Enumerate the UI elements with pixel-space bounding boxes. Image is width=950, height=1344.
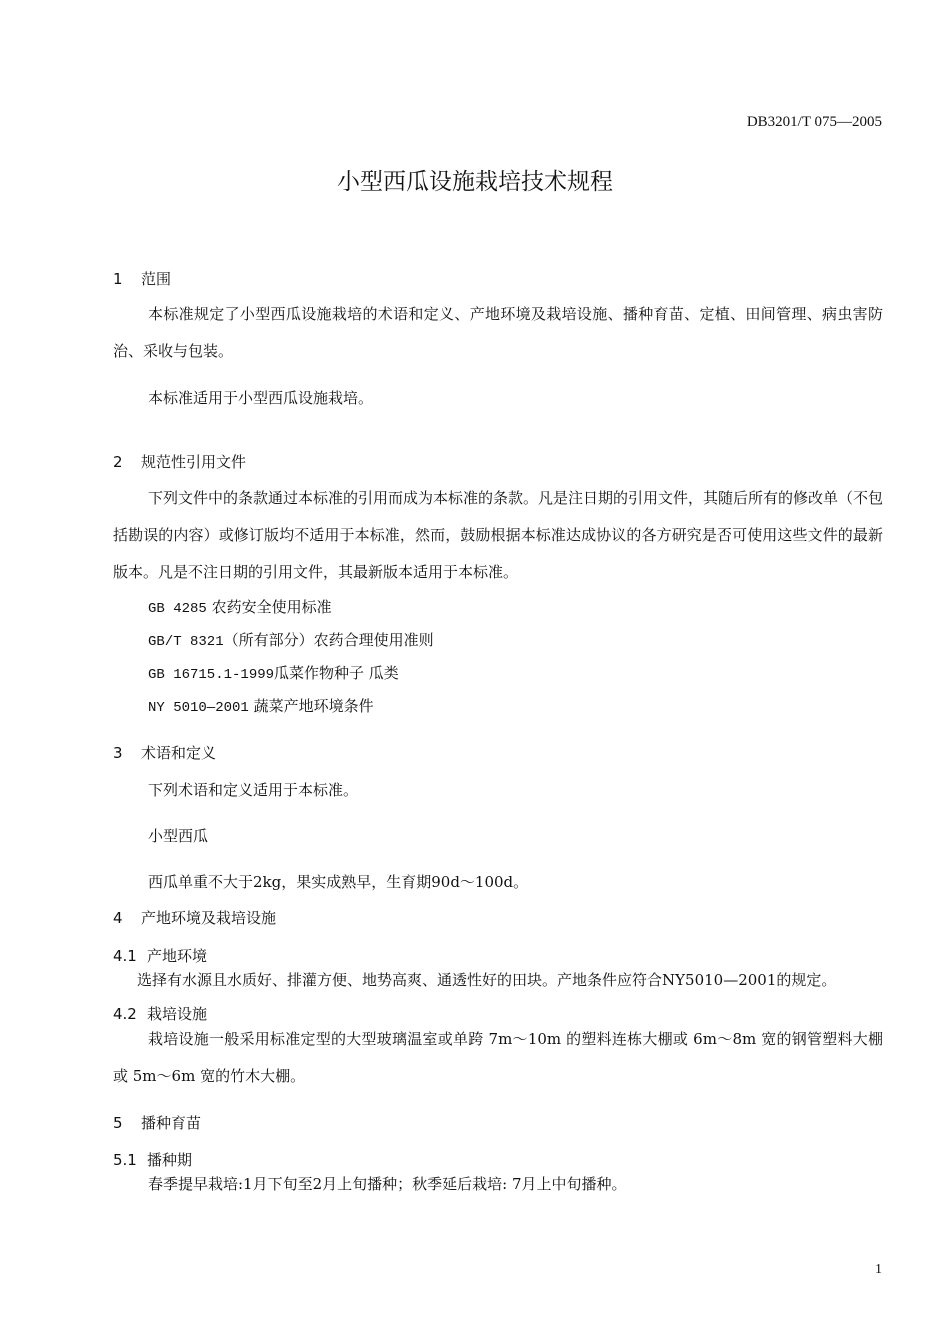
section-number: 5: [113, 1114, 123, 1132]
reference-code: GB/T 8321: [148, 634, 224, 650]
section-5-heading: [113, 1112, 201, 1133]
reference-item: [148, 662, 399, 683]
section-1-paragraph-1: 本标准规定了小型西瓜设施栽培的术语和定义、产地环境及栽培设施、播种育苗、定植、田间管理、病虫害防治、采收与包装。: [113, 305, 883, 360]
section-5-1-heading: [113, 1149, 192, 1170]
section-number: 4.1: [113, 947, 137, 965]
section-title: 范围: [141, 270, 172, 288]
section-4-heading: [113, 907, 276, 928]
section-number: 2: [113, 453, 123, 471]
section-title: 产地环境: [147, 947, 208, 965]
section-5-1-text: 春季提早栽培:1月下旬至2月上旬播种；秋季延后栽培: 7月上中旬播种。: [148, 1175, 627, 1193]
section-number: 5.1: [113, 1151, 137, 1169]
reference-item: [148, 695, 374, 716]
reference-code: GB 16715.1-1999: [148, 667, 275, 683]
section-3-intro: 下列术语和定义适用于本标准。: [148, 781, 359, 799]
section-1-paragraph-2: 本标准适用于小型西瓜设施栽培。: [148, 389, 374, 407]
document-title: 小型西瓜设施栽培技术规程: [337, 169, 613, 195]
term-name: 小型西瓜: [148, 827, 209, 845]
reference-item: [148, 596, 332, 617]
section-4-1-text: 选择有水源且水质好、排灌方便、地势高爽、通透性好的田块。产地条件应符合NY5010—2001的规定。: [137, 971, 837, 989]
section-2-paragraph-1: 下列文件中的条款通过本标准的引用而成为本标准的条款。凡是注日期的引用文件，其随后所有的修改单（不包括勘误的内容）或修订版均不适用于本标准，然而，鼓励根据本标准达成协议的各方研究是否可使用这些文件的最新版本。凡是不注日期的引用文件，其最新版本适用于本标准。: [113, 489, 884, 581]
reference-name: （所有部分）农药合理使用准则: [223, 631, 434, 649]
term-definition: 西瓜单重不大于2kg，果实成熟早，生育期90d～100d。: [148, 873, 529, 891]
section-number: 4.2: [113, 1005, 137, 1023]
document-code: DB3201/T 075—2005: [746, 114, 882, 130]
section-4-2-text: 栽培设施一般采用标准定型的大型玻璃温室或单跨 7m～10m 的塑料连栋大棚或 6m～8m 宽的钢管塑料大棚或 5m～6m 宽的竹木大棚。: [113, 1030, 883, 1085]
reference-item: [148, 629, 434, 650]
section-title: 术语和定义: [141, 744, 217, 762]
section-title: 产地环境及栽培设施: [141, 909, 277, 927]
section-title: 播种育苗: [141, 1114, 202, 1132]
section-title: 播种期: [147, 1151, 193, 1169]
section-title: 栽培设施: [147, 1005, 208, 1023]
reference-name: 瓜菜作物种子 瓜类: [274, 664, 399, 682]
reference-code: GB 4285: [148, 601, 207, 617]
page-number: 1: [875, 1262, 882, 1277]
section-number: 4: [113, 909, 123, 927]
section-number: 3: [113, 744, 123, 762]
section-4-1-heading: [113, 945, 207, 966]
reference-name: 蔬菜产地环境条件: [248, 697, 374, 715]
section-2-heading: [113, 451, 246, 472]
section-3-heading: [113, 742, 216, 763]
reference-name: 农药安全使用标准: [211, 598, 332, 616]
section-number: 1: [113, 270, 123, 288]
section-title: 规范性引用文件: [141, 453, 247, 471]
section-1-heading: [113, 268, 171, 289]
reference-code: NY 5010—2001: [148, 700, 249, 716]
